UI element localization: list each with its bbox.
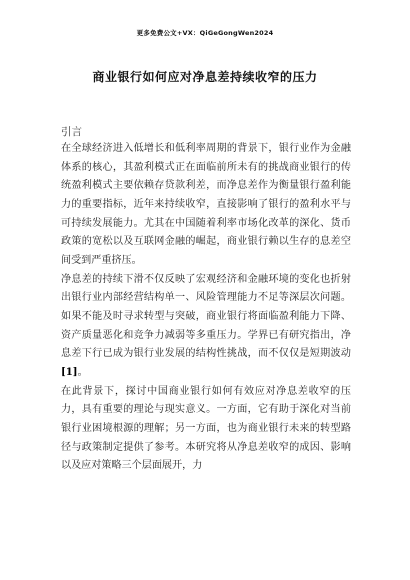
header-note: 更多免费公文+VX：QiGeGongWen2024 [136, 29, 274, 37]
paragraph-1 [61, 140, 351, 271]
paragraph-3-text: 在此背景下，探讨中国商业银行如何有效应对净息差收窄的压力，具有重要的理论与现实意义。一方面，它有助于深化对当前银行业困境根源的理解；另一方面，也为商业银行未来的转型路径与政策制定提供了参考。本研究将从净息差收窄的成因、影响以及应对策略三个层面展开，力 [61, 385, 351, 472]
citation-ref[interactable]: [1] [61, 366, 78, 378]
section-heading: 引言 [61, 126, 82, 138]
body-text [61, 140, 351, 476]
document-title: 商业银行如何应对净息差持续收窄的压力 [92, 70, 318, 84]
paragraph-1-text: 在全球经济进入低增长和低利率周期的背景下，银行业作为金融体系的核心，其盈利模式正在面临前所未有的挑战商业银行的传统盈利模式主要依赖存贷款利差，而净息差作为衡量银行盈利能力的重要指标，近年来持续收窄，直接影响了银行的盈利水平与可持续发展能力。尤其在中国随着利率市场化改革的深化、货币政策的宽松以及互联网金融的崛起，商业银行赖以生存的息差空间受到严重挤压。 [61, 143, 351, 266]
paragraph-2-tail: 。 [77, 366, 88, 378]
paragraph-3 [61, 383, 351, 476]
paragraph-2 [61, 271, 351, 383]
paragraph-2-text: 净息差的持续下滑不仅反映了宏观经济和金融环境的变化也折射出银行业内部经营结构单一、风险管理能力不足等深层次问题。如果不能及时寻求转型与突破，商业银行将面临盈利能力下降、资产质量恶化和竞争力减弱等多重压力。学界已有研究指出，净息差下行已成为银行业发展的结构性挑战，而不仅仅是短期波动 [61, 273, 351, 360]
